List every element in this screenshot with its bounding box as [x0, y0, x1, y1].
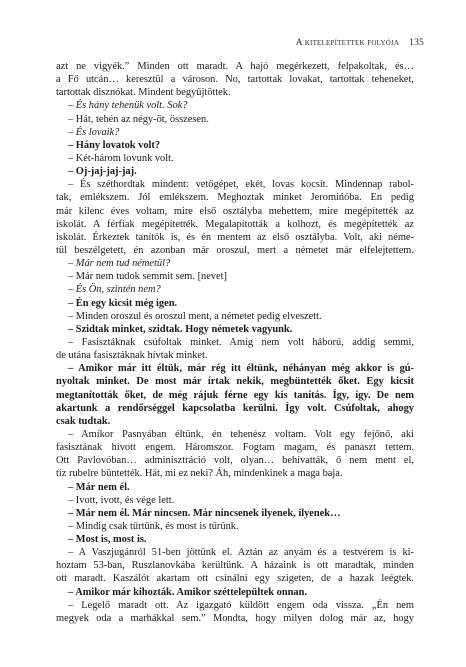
text-line: – Oj-jaj-jaj-jaj. — [68, 166, 137, 178]
text-line: azt ne vigyék.” Minden ott maradt. A hajó megérkezett, felpakoltak, és… — [56, 61, 414, 72]
text-line: – Amikor Pasnyában éltünk, én tehenész voltam. Volt egy fejőnő, aki — [68, 428, 414, 440]
text-line: – Most is, most is. — [68, 534, 147, 546]
text-line: – Legelő maradt ott. Az igazgató küldött engem oda vissza. „Én nem — [68, 599, 414, 611]
text-line: – Már nem él. — [68, 481, 130, 493]
text-line: megtanították őket, de még rájuk férne egy kis tanítás. Így, így. De nem — [56, 389, 414, 401]
text-line: de utána fasisztáknak hívtak minket. — [56, 350, 208, 362]
text-line: – Amikor már itt éltük, már rég itt éltünk, néhányan még akkor is gú- — [68, 363, 414, 375]
text-line: nyoltak minket. De most már írtak nekik, megbüntették őket. Egy kicsit — [56, 376, 414, 388]
text-line: – Fasisztáknak csúfoltak minket. Amíg nem volt háború, addig semmi, — [68, 336, 414, 348]
text-line: hoztam 53-ban, Ruszlanovkába kerültünk. A házaink is ott maradtak, minden — [56, 560, 414, 572]
text-line: tak, emlékszem. Jól emlékszem. Meghoztak minket Jeromińóba. En pedig — [56, 192, 414, 204]
text-line: – Már nem tudok semmit sem. [nevet] — [68, 271, 228, 283]
text-line: – Ivott, ivott, és vége lett. — [68, 494, 175, 506]
text-line: Ott Pavlovóban… adminisztráció volt, olyan… behívatták, ő nem ment el, — [56, 455, 414, 467]
text-line: – És Ön, szintén nem? — [68, 284, 161, 296]
text-line: a Fő utcán… keresztül a városon. No, tartottak lovakat, tartottak teheneket, — [56, 74, 414, 86]
text-line: tartottak disznókat. Mindent begyűjtöttek. — [56, 87, 231, 99]
text-line: – A Vaszjugánról 51-ben jöttünk el. Aztán az anyám és a testvérem is ki- — [68, 547, 414, 559]
text-line: – Minden oroszul és oroszul ment, a németet pedig elveszett. — [68, 310, 322, 322]
running-header — [0, 38, 424, 48]
text-line: ott maradt. Kaszálót akartam ott csinálni egy szigeten, de a hazak leégtek. — [56, 573, 414, 585]
body-text — [56, 60, 414, 625]
text-line: fasisztának hívott engem. Háromszor. Fogtam magam, és panaszt tettem. — [56, 442, 414, 454]
text-line: – Két-három lovunk volt. — [68, 152, 174, 164]
text-line: – Amikor már kihozták. Amikor széttelepültek onnan. — [68, 586, 307, 598]
text-line: – Én egy kicsit még igen. — [68, 297, 178, 309]
text-line: – Már nem tud németül? — [68, 258, 171, 270]
text-line: megyek oda a marhákkal sem.” Mondta, hogy milyen dolog már az, hogy — [56, 612, 414, 624]
text-line: – És széthordtak mindent: vetőgépet, ekét, lovas kocsit. Mindennap rabol- — [68, 179, 414, 191]
text-line: akartunk a rendőrséggel kapcsolatba kerülni. Így volt. Csúfoltak, ahogy — [56, 402, 414, 414]
running-title: A kitelepítettek folyója — [295, 38, 400, 48]
text-line: csak tudtak. — [56, 415, 111, 427]
text-line: iskolát. Érkeztek tanítók is, és én mentem az első osztályba. Volt, aki néme- — [56, 231, 414, 243]
text-line: – És lovaik? — [68, 126, 120, 138]
text-line: tíz rubelre büntették. Hát, mi ez neki? Áh, mindenkinek a maga baja. — [56, 468, 343, 480]
page-number: 135 — [409, 38, 424, 48]
text-line: – Mindig csak tűrtünk, és most is tűrünk. — [68, 520, 239, 532]
text-line: – Hát, tehén az négy-öt, összesen. — [68, 113, 209, 125]
text-line: már kilenc éves voltam, mire első osztályba mehettem, mire megépítették az — [56, 205, 414, 217]
text-line: – Hány lovatok volt? — [68, 139, 161, 151]
text-line: iskolát. A férfiak megépítették. Megalapították a kolhozt, és megépítették az — [56, 218, 414, 230]
text-line: – Szidtak minket, szidtak. Hogy németek vagyunk. — [68, 323, 293, 335]
text-line: – Már nem él. Már nincsen. Már nincsenek ilyenek, ilyenek… — [68, 507, 341, 519]
text-line: – És hány tehenük volt. Sok? — [68, 100, 188, 112]
text-line: tül beszélgetett, én azonban már oroszul, mert a németet már elfelejtettem. — [56, 244, 414, 256]
